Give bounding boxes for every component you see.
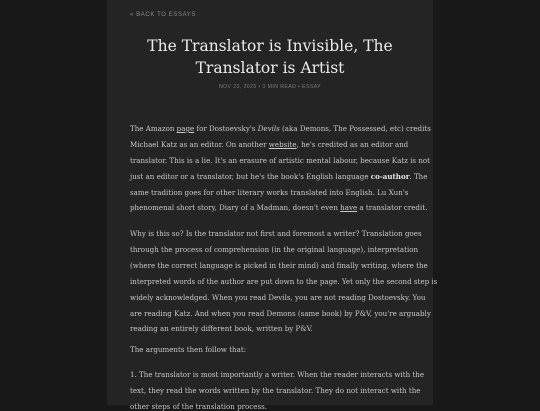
paragraph-3-line-1: The arguments then follow that:	[130, 345, 247, 354]
devils-title: Devils	[257, 124, 280, 133]
paragraph-4-line-1: 1. The translator is most importantly a writer. When the reader interacts with the	[130, 370, 425, 379]
paragraph-1-line-2: Michael Katz as an editor. On another website, he's credited as an editor and	[130, 140, 409, 149]
website-link[interactable]: website	[268, 140, 297, 149]
article-meta: NOV 23, 2025 • 3 MIN READ • ESSAY	[218, 84, 322, 90]
paragraph-4-line-2: text, they read the words written by the translator. They do not interact with the	[130, 386, 421, 395]
paragraph-2-line-3: (where the correct language is picked in their mind) and finally writing, where the	[130, 261, 428, 270]
amazon-page-link[interactable]: page	[176, 124, 195, 133]
paragraph-4-line-3: other steps of the translation process.	[130, 402, 267, 411]
paragraph-1-line-1: The Amazon page for Dostoevsky's Devils (aka Demons, The Possessed, etc) credits	[130, 124, 431, 133]
back-to-essays-link[interactable]: « BACK TO ESSAYS	[130, 12, 196, 18]
paragraph-2-line-5: widely acknowledged. When you read Devils, you are not reading Dostoevsky. You	[130, 293, 426, 302]
paragraph-1-line-4: just an editor or a translator, but he's the book's English language co-author. The	[130, 172, 428, 181]
paragraph-2-line-7: reading an entirely different book, written by P&V.	[130, 324, 313, 333]
co-author-emphasis: co-author	[370, 172, 410, 181]
paragraph-2-line-6: are reading Katz. And when you read Demons (same book) by P&V, you're arguably	[130, 309, 431, 318]
have-link[interactable]: have	[340, 203, 358, 212]
paragraph-1-line-3: translator. This is a lie. It's an erasure of artistic mental labour, because Katz is not	[130, 156, 431, 165]
paragraph-1-line-6: phenomenal short story, Diary of a Madman, doesn't even have a translator credit.	[130, 203, 428, 212]
paragraph-1-line-5: same tradition goes for other literary works translated into English. Lu Xun's	[130, 188, 409, 197]
paragraph-2-line-4: interpreted words of the author are put down to the page. Yet only the second step is	[130, 277, 438, 286]
article-title: The Translator is Invisible, The Translator is Artist	[147, 37, 393, 77]
paragraph-2-line-1: Why is this so? Is the translator not first and foremost a writer? Translation goes	[130, 229, 422, 238]
paragraph-2-line-2: through the process of comprehension (in the original language), interpretation	[130, 245, 419, 254]
